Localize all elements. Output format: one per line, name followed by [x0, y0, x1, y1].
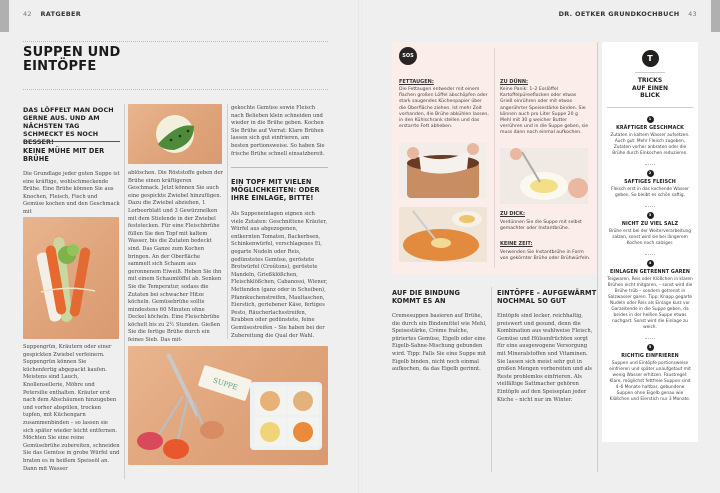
sos-text-too-thin: Keine Panik: 1–2 Esslöffel Kartoffelpüreeflocken oder etwas Grieß einrühren oder mit etwas angerührter Speisestärke binden. Sie können auch pro Liter Suppe 20 g Mehl mit 30 g weicher Butter verrühren und in die Suppe geben, sie muss dann noch einmal aufkochen.	[500, 87, 589, 136]
garnish-tag-text: SUPPE	[212, 376, 239, 392]
column-divider-2	[227, 104, 228, 339]
tip-juicy-meat	[607, 170, 693, 199]
book-title: DR. OETKER GRUNDKOCHBUCH	[558, 10, 680, 18]
section-heading-broth: KEINE MÜHE MIT DER BRÜHE	[23, 147, 105, 163]
tip-cook-garnishes-separately	[607, 260, 693, 331]
tip-number-badge: 2	[647, 170, 654, 177]
body-text-stews: Eintöpfe sind lecker, reichhaltig, preiswert und gesund, denn die Kombination aus wahlweise Fleisch, Gemüse und Hülsenfrüchten sorgt für eine ausgewogene Versorgung mit Mineralstoffen und Vitaminen. Sie lassen sich meist sehr gut in großen Mengen vorbereiten und als Reste problemlos einfrieren. Als vielfältige Sattmacher gehören Eintöpfe auf den Speiseplan jeder Küche – nicht nur im Winter.	[497, 313, 593, 403]
body-text-broth-cont: Suppengrün, Kräutern oder einer gespickten Zwiebel verfeinern. Suppengrün können Sie küchenfertig abgepackt kaufen. Meistens sind Lauch, Knollensellerie, Möhre und Petersilie enthalten. Kräuter erst nach dem Abschäumen hinzugeben und vorher abspülen, trocken tupfen, mit Küchengarn zusammenbinden – so lassen sie sich später wieder leicht entfernen. Möchten Sie eine reine Gemüsebrühe zubereiten, schneiden Sie das Gemüse in grobe Würfel und braten es in heißem Speiseöl an. Dann mit Wasser	[23, 344, 120, 472]
title-rule-top	[23, 41, 328, 42]
section-heading-stews: EINTÖPFE – AUFGEWÄRMT NOCHMAL SO GUT	[497, 289, 597, 305]
tip-number-badge: 4	[647, 260, 654, 267]
studded-onion-photo	[128, 104, 222, 164]
body-text-broth-intro: Die Grundlage jeder guten Suppe ist eine kräftige, wohlschmeckende Brühe. Eine Brühe können Sie aus Knochen, Fleisch, Fisch und Gemüse kochen und den Geschmack mit	[23, 171, 120, 215]
tricks-title-rule	[607, 107, 693, 108]
tip-strong-flavor	[607, 116, 693, 157]
tip-heading: RICHTIG EINFRIEREN	[621, 353, 679, 359]
title-rule-bottom	[23, 89, 328, 90]
sos-text-fat: Die Fettaugen entweder mit einem flachen großen Löffel abschöpfen oder stark saugendes Küchenpapier über die Oberfläche ziehen. Ist mehr Zeit vorhanden, die Brühe abkühlen lassen, in den Kühlschrank stellen und das erstarrte Fett abheben.	[399, 87, 489, 130]
tip-separator	[645, 164, 655, 165]
tricks-title	[607, 77, 693, 100]
body-text-broth-prep: ablöschen. Die Röststoffe geben der Brühe einen kräftigeren Geschmack. Jetzt können Sie auch eine gespickte Zwiebel hinzufügen. Dazu die Zwiebel abziehen, 1 Lorbeerblatt und 3 Gewürznelken mit dem Stielende in der Zwiebel feststecken. Für eine Fleischbrühe füllen Sie den Topf mit kaltem Wasser, bis die Zutaten bedeckt sind. Das Ganze zum Kochen bringen. An der Oberfläche sammelt sich Schaum aus geronnenem Eiweiß. Heben Sie ihn mit einem Schaumlöffel ab. Senken Sie die Temperatur, sodass die Zutaten bei schwacher Hitze köcheln. Gemüsebrühe sollte mindestens 60 Minuten ohne Deckel köcheln. Eine Fleischbrühe köchelt bis zu 2½ Stunden. Gießen Sie die fertige Brühe durch ein feines Sieb. Das mit-	[128, 170, 224, 344]
tricks-panel	[602, 42, 698, 442]
tip-text: Fleisch erst in das kochende Wasser geben. So bleibt es schön saftig.	[611, 186, 689, 198]
section-heading-garnishes: EIN TOPF MIT VIELEN MÖGLICHKEITEN: ODER IHRE EINLAGE, BITTE!	[231, 178, 320, 202]
lead-rule	[23, 141, 120, 142]
broth-spoon-photo	[399, 207, 487, 262]
column-divider-3	[491, 287, 492, 472]
tip-freezing	[607, 344, 693, 403]
tip-text: Brühe erst bei der Weiterverarbeitung salzen, sonst wird sie bei längerem Kochen noch salziger.	[608, 228, 691, 246]
tip-separator	[645, 254, 655, 255]
sos-divider	[494, 48, 495, 268]
right-page-number: 43	[688, 10, 697, 18]
soup-greens-photo	[23, 217, 119, 339]
page-title-line2: EINTÖPFE	[23, 59, 97, 74]
column-divider-1	[124, 104, 125, 479]
tip-separator	[645, 338, 655, 339]
left-page-number: 42	[23, 10, 32, 18]
tricks-title-line1: TRICKS	[637, 77, 663, 84]
skimming-fat-photo	[399, 143, 487, 198]
whisking-butter-photo	[500, 148, 588, 204]
tip-number-badge: 5	[647, 344, 654, 351]
page-title	[23, 46, 121, 74]
body-text-binding: Cremesuppen basieren auf Brühe, die durch ein Bindemittel wie Mehl, Speisestärke, Crème fraîche, püriertes Gemüse, Eigelb oder eine Eigelb-Sahne-Mischung gebunden wird. Tipp: Falls Sie eine Suppe mit Eigelb binden, nicht noch einmal aufkochen, da das Eigelb gerinnt.	[392, 313, 487, 373]
tip-heading: SAFTIGES FLEISCH	[624, 179, 676, 185]
body-text-broth-finish: gekochte Gemüse sowie Fleisch nach Belieben klein schneiden und wieder in die Brühe geben. Kochen Sie Brühe auf Vorrat: Klare Brühen lassen sich gut einfrieren, am besten portionsweise. So haben Sie frische Brühe schnell einsatzbereit.	[231, 105, 325, 157]
sos-heading-too-thick: ZU DICK:	[500, 211, 525, 217]
tricks-badge: T	[642, 50, 659, 67]
page-edge-tab-right	[711, 0, 720, 32]
tricks-title-line3: BLICK	[640, 92, 660, 99]
section-rule	[231, 167, 328, 168]
tip-number-badge: 1	[647, 116, 654, 123]
lead-heading: DAS LÖFFELT MAN DOCH GERNE AUS. UND AM NÄCHSTEN TAG SCHMECKT ES NOCH BESSER!	[23, 106, 114, 146]
sos-text-no-time: Verwenden Sie Instantbrühe in Form von gekörnter Brühe oder Brühwürfeln.	[500, 250, 591, 262]
soup-garnishes-photo	[128, 346, 328, 465]
body-text-garnishes: Als Suppeneinlagen eignen sich viele Zutaten: Geschnittene Kräuter, Würfel aus abgezogenen, entkernten Tomaten, Backerbsen, Schinkenwürfel, verschlagenes Ei, gegarte Nudeln oder Reis, gedünstetes Gemüse, geröstete Brotwürfel (Croûtons), geröstete Mandeln, Grießklößchen, Fleischklößchen, Cabanossi, Wiener, Mettenden (ganz oder in Scheiben), Pfannkuchenstreifen, Maultaschen, Eierstich, geriebener Käse, fertiges Pesto, Räucherlachsstreifen, Krabben oder gedünstete, feine Gemüsestreifen – Sie haben bei der Zubereitung die Qual der Wahl.	[231, 211, 328, 339]
sos-badge: SOS	[399, 47, 417, 65]
tip-heading: NICHT ZU VIEL SALZ	[621, 221, 679, 227]
tip-separator	[645, 206, 655, 207]
tip-not-too-much-salt	[607, 212, 693, 247]
tip-number-badge: 3	[647, 212, 654, 219]
tricks-badge-rule	[635, 72, 665, 73]
column-divider-4	[597, 42, 598, 472]
right-running-header	[559, 10, 697, 18]
page-title-line1: SUPPEN UND	[23, 45, 121, 60]
sos-text-too-thick: Verdünnen Sie die Suppe mit selbst gemachter oder Instantbrühe.	[500, 220, 582, 232]
left-section-label: RATGEBER	[40, 10, 81, 18]
tip-text: Zutaten in kaltem Wasser aufsetzen. Auch gut: Mehr Fleisch zugeben, Zutaten vorher anbraten oder die Brühe durch Einkochen reduzieren.	[610, 132, 690, 156]
tip-heading: EINLAGEN GETRENNT GAREN	[609, 269, 691, 275]
tip-text: Teigwaren, Reis oder Klößchen in klaren Brühen nicht mitgaren, – sonst wird die Brühe trüb – sondern getrennt in Salzwasser garen. Tipp: Knapp gegarte Nudeln oder Reis als Einlage kurz vor Garzeitende in die Suppe geben, da beides in der heißen Suppe etwas nachgart. Sonst wird die Einlage zu weich.	[607, 276, 693, 330]
tip-text: Suppen und Eintöpfe portionsweise einfrieren und später unaufgetaut mit wenig Wasser erhitzen. Faustregel: Klare, möglichst fettfreie Suppen sind 4–6 Monate haltbar, gebundene Suppen ohne Eigelb genau wie Klößchen und Eierstich nur 3 Monate.	[609, 360, 691, 402]
sos-heading-no-time: KEINE ZEIT:	[500, 241, 533, 247]
sos-heading-too-thin: ZU DÜNN:	[500, 79, 529, 85]
book-gutter	[358, 0, 362, 493]
sos-heading-fat: FETTAUGEN:	[399, 79, 434, 85]
page-edge-tab-left	[0, 0, 9, 32]
tip-heading: KRÄFTIGER GESCHMACK	[616, 125, 684, 131]
section-heading-binding: AUF DIE BINDUNG KOMMT ES AN	[392, 289, 461, 305]
left-running-header	[23, 10, 81, 18]
tricks-title-line2: AUF EINEN	[632, 84, 668, 92]
